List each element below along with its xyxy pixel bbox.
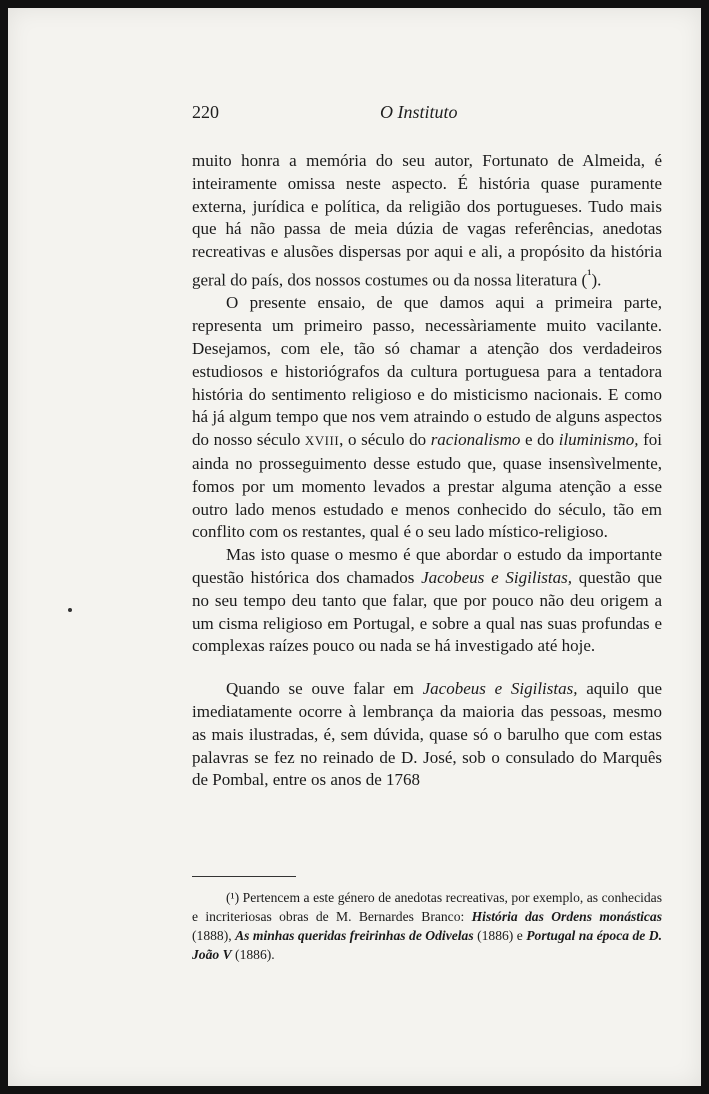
footnote bbox=[192, 888, 662, 964]
century-numeral: XVIII bbox=[304, 433, 340, 449]
text-run: O presente ensaio, de que damos aqui a primeira parte, representa um primeiro passo, necessàriamente muito vacilante. Desejamos, com ele, tão só chamar a atenção dos verdadeiros estudiosos e historiógrafos da cultura portuguesa para a tentadora história do sentimento religioso e do misticismo nacionais. E como há já algum tempo que nos vem atraindo o estudo de alguns aspectos do nosso século bbox=[192, 293, 662, 450]
text-run: Mas isto quase o mesmo é que abordar o estudo da importante questão histórica dos chamados bbox=[192, 545, 662, 587]
footnote-rule bbox=[192, 876, 296, 877]
running-title: O Instituto bbox=[380, 102, 458, 122]
page-number: 220 bbox=[192, 102, 219, 122]
paragraph-2 bbox=[192, 292, 662, 544]
footnote-paragraph bbox=[192, 888, 662, 964]
body-text bbox=[192, 150, 662, 792]
text-run: (1888), bbox=[192, 928, 236, 943]
text-run: Quando se ouve falar em bbox=[226, 679, 423, 699]
italic-title: História das Ordens monásticas bbox=[471, 909, 663, 924]
footnote-ref: ¹ bbox=[587, 266, 592, 283]
text-run: e do bbox=[520, 430, 559, 450]
text-run: , o século do bbox=[339, 430, 431, 450]
paragraph-4 bbox=[192, 678, 662, 792]
paragraph-3 bbox=[192, 544, 662, 658]
text-run: (1886). bbox=[231, 947, 275, 962]
margin-speck bbox=[68, 608, 72, 612]
text-run: muito honra a memória do seu autor, Fortunato de Almeida, é inteiramente omissa neste aspecto. É história quase puramente externa, jurídica e política, da religião dos portugueses. Tudo mais que há não passa de meia dúzia de vagas referências, anedotas recreativas e alusões dispersas por aqui e ali, a propósito da história geral do país, dos nossos costumes ou da nossa literatura ( bbox=[192, 151, 662, 290]
text-run: foi ainda no prosseguimento desse estudo que, quase insensìvelmente, fomos por um momento levados a prestar alguma atenção a esse outro lado menos estudado e menos conhecido do século, tão em conflito com os restantes, qual é o seu lado místico-religioso. bbox=[192, 430, 662, 542]
paragraph-1 bbox=[192, 150, 662, 292]
text-run: ). bbox=[591, 270, 602, 290]
italic-title: Portugal na época de D. João V bbox=[192, 928, 662, 962]
italic-term: Jacobeus e Sigilistas, bbox=[421, 568, 572, 587]
text-run: questão que no seu tempo deu tanto que falar, que por pouco não deu origem a um cisma religioso em Portugal, e sobre a qual nas suas profundas e complexas raízes pouco ou nada se há investigado até hoje. bbox=[192, 568, 662, 656]
text-run: aquilo que imediatamente ocorre à lembrança da maioria das pessoas, mesmo as mais ilustradas, é, sem dúvida, quase só o barulho que com estas palavras se fez no reinado de D. José, sob o consulado do Marquês de Pombal, entre os anos de 1768 bbox=[192, 679, 662, 790]
book-page bbox=[8, 8, 701, 1086]
italic-title: As minhas queridas freirinhas de Odivelas bbox=[235, 928, 474, 943]
italic-term: Jacobeus e Sigilistas, bbox=[422, 679, 578, 699]
text-run: (1886) e bbox=[473, 928, 527, 943]
italic-term: iluminismo, bbox=[558, 430, 639, 450]
italic-term: racionalismo bbox=[430, 430, 521, 450]
footnote-marker: (¹) bbox=[226, 890, 240, 905]
text-run: Pertencem a este género de anedotas recreativas, por exemplo, as conhecidas e incriteriosas obras de M. Bernardes Branco: bbox=[192, 890, 662, 924]
